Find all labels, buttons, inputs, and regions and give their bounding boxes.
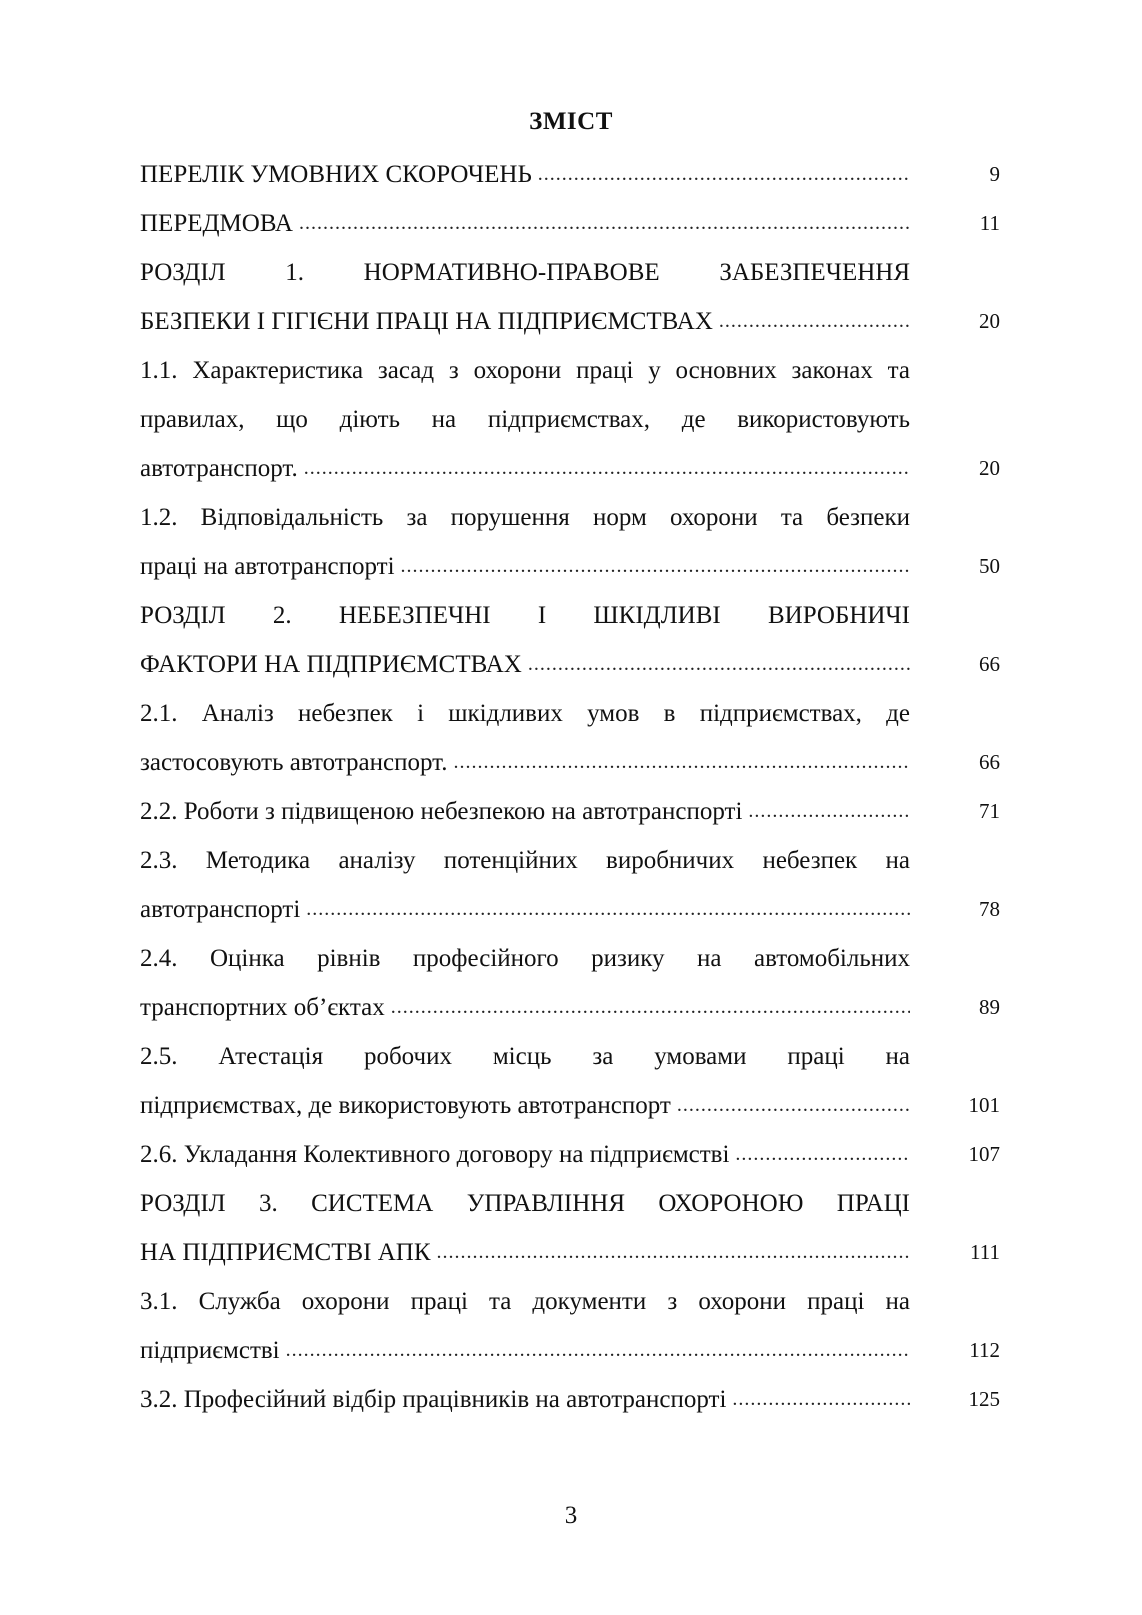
toc-page-number: 89 xyxy=(979,995,1000,1019)
toc-page-number: 112 xyxy=(969,1338,1000,1362)
toc-entry-2-2[interactable] xyxy=(140,787,1000,836)
toc-entry-text: транспортних об’єктах xyxy=(140,994,385,1021)
toc-page-number: 101 xyxy=(968,1093,1000,1117)
toc-page-number: 107 xyxy=(968,1142,1000,1166)
toc-entry-preface[interactable] xyxy=(140,199,1000,248)
toc-page-number: 125 xyxy=(968,1387,1000,1411)
toc-entry-text: 2.4. Оцінка рівнів професійного ризику на автомобільних xyxy=(140,945,910,972)
leader-dots xyxy=(538,150,910,199)
toc-entry-text: ФАКТОРИ НА ПІДПРИЄМСТВАХ xyxy=(140,651,522,678)
toc-page-number: 11 xyxy=(979,211,1000,235)
toc-entry-text: правилах, що діють на підприємствах, де використовують xyxy=(140,406,910,433)
toc-entry-text: 3.1. Служба охорони праці та документи з охорони праці на xyxy=(140,1288,910,1315)
toc-entry-chapter-2[interactable] xyxy=(140,591,1000,689)
toc-entry-text: РОЗДІЛ 1. НОРМАТИВНО-ПРАВОВЕ ЗАБЕЗПЕЧЕННЯ xyxy=(140,259,910,286)
toc-entry-text: застосовують автотранспорт. xyxy=(140,749,448,776)
toc-entry-1-1[interactable] xyxy=(140,346,1000,493)
toc-entry-2-6[interactable] xyxy=(140,1130,1000,1179)
toc-entry-chapter-3[interactable] xyxy=(140,1179,1000,1277)
toc-entry-text: 2.6. Укладання Колективного договору на підприємстві xyxy=(140,1141,730,1168)
toc-entry-text: ПЕРЕДМОВА xyxy=(140,210,293,237)
toc-entry-text: праці на автотранспорті xyxy=(140,553,395,580)
toc-entry-text: 1.2. Відповідальність за порушення норм охорони та безпеки xyxy=(140,504,910,531)
leader-dots xyxy=(286,1326,910,1375)
toc-entry-text: 2.2. Роботи з підвищеною небезпекою на автотранспорті xyxy=(140,798,743,825)
leader-dots xyxy=(528,640,910,689)
toc-page-number: 78 xyxy=(979,897,1000,921)
leader-dots xyxy=(748,787,910,836)
page-title: ЗМІСТ xyxy=(529,108,613,135)
toc-page-number: 20 xyxy=(979,456,1000,480)
toc-entry-text: 3.2. Професійний відбір працівників на автотранспорті xyxy=(140,1386,727,1413)
leader-dots xyxy=(306,885,910,934)
toc-entry-text: 1.1. Характеристика засад з охорони праці у основних законах та xyxy=(140,357,910,384)
toc-entry-text: 2.5. Атестація робочих місць за умовами праці на xyxy=(140,1043,910,1070)
toc-entry-text: ПЕРЕЛІК УМОВНИХ СКОРОЧЕНЬ xyxy=(140,161,532,188)
toc-entry-2-5[interactable] xyxy=(140,1032,1000,1130)
toc-page-number: 50 xyxy=(979,554,1000,578)
leader-dots xyxy=(732,1375,910,1424)
toc-page-number: 71 xyxy=(979,799,1000,823)
toc-entry-text: 2.3. Методика аналізу потенційних виробничих небезпек на xyxy=(140,847,910,874)
toc-page-number: 9 xyxy=(989,162,1000,186)
toc-entry-3-1[interactable] xyxy=(140,1277,1000,1375)
toc-entry-text: РОЗДІЛ 2. НЕБЕЗПЕЧНІ І ШКІДЛИВІ ВИРОБНИЧІ xyxy=(140,602,910,629)
leader-dots xyxy=(391,983,910,1032)
toc-entry-2-4[interactable] xyxy=(140,934,1000,1032)
toc-entry-text: автотранспорт. xyxy=(140,455,298,482)
leader-dots xyxy=(299,199,910,248)
toc-entry-text: автотранспорті xyxy=(140,896,301,923)
toc-entry-text: 2.1. Аналіз небезпек і шкідливих умов в підприємствах, де xyxy=(140,700,910,727)
toc-entry-text: РОЗДІЛ 3. СИСТЕМА УПРАВЛІННЯ ОХОРОНОЮ ПРАЦІ xyxy=(140,1190,910,1217)
toc-entry-text: підприємствах, де використовують автотранспорт xyxy=(140,1092,671,1119)
leader-dots xyxy=(719,297,910,346)
leader-dots xyxy=(735,1130,910,1179)
toc-page-number: 20 xyxy=(979,309,1000,333)
leader-dots xyxy=(437,1228,910,1277)
toc-entry-3-2[interactable] xyxy=(140,1375,1000,1424)
toc-entry-2-1[interactable] xyxy=(140,689,1000,787)
toc-entry-abbreviations[interactable] xyxy=(140,150,1000,199)
leader-dots xyxy=(401,542,910,591)
toc-entry-text: НА ПІДПРИЄМСТВІ АПК xyxy=(140,1239,431,1266)
toc-page-number: 66 xyxy=(979,652,1000,676)
toc-entry-2-3[interactable] xyxy=(140,836,1000,934)
toc-entry-chapter-1[interactable] xyxy=(140,248,1000,346)
toc-page-number: 66 xyxy=(979,750,1000,774)
leader-dots xyxy=(304,444,910,493)
toc-page-number: 111 xyxy=(970,1240,1000,1264)
toc-entry-text: БЕЗПЕКИ І ГІГІЄНИ ПРАЦІ НА ПІДПРИЄМСТВАХ xyxy=(140,308,713,335)
page-number: 3 xyxy=(564,1502,578,1529)
table-of-contents xyxy=(140,150,1000,1424)
toc-entry-text: підприємстві xyxy=(140,1337,280,1364)
leader-dots xyxy=(677,1081,910,1130)
toc-entry-1-2[interactable] xyxy=(140,493,1000,591)
leader-dots xyxy=(453,738,910,787)
